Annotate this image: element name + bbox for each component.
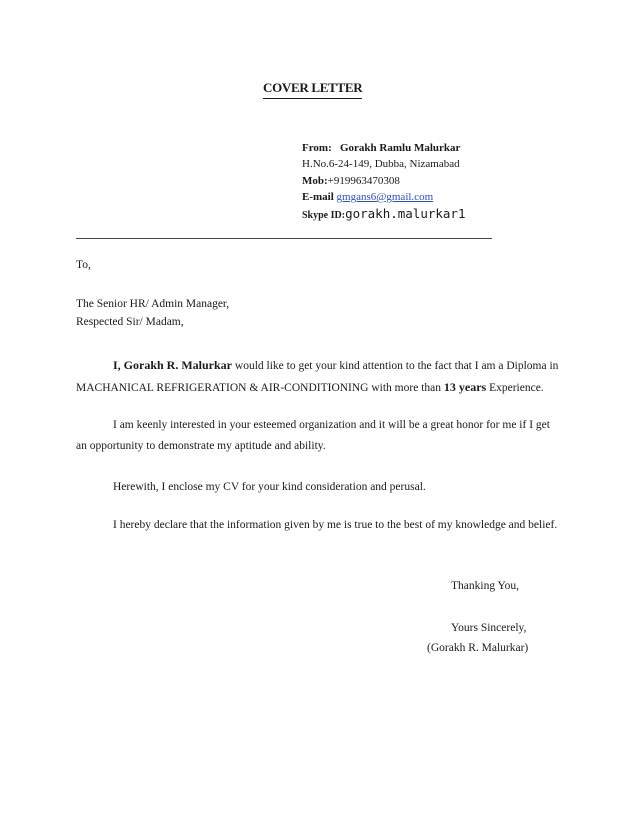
applicant-name: I, Gorakh R. Malurkar — [113, 358, 233, 372]
mobile-value: +919963470308 — [327, 175, 400, 187]
paragraph-1-text: would like to get your kind attention to the fact that I am a Diploma in — [232, 360, 559, 372]
closing-yours: Yours Sincerely, — [451, 622, 527, 634]
from-label: From: — [302, 142, 332, 154]
sender-name-line — [302, 142, 460, 154]
sender-mobile-line — [302, 175, 400, 187]
mobile-label: Mob: — [302, 175, 328, 187]
to-line: To, — [76, 259, 91, 271]
greeting-line: Respected Sir/ Madam, — [76, 316, 184, 328]
experience-text: Experience. — [486, 382, 544, 394]
qualification-text: MACHANICAL REFRIGERATION & AIR-CONDITIONING with more than — [76, 382, 444, 394]
paragraph-4: I hereby declare that the information given by me is true to the best of my knowledge and belief. — [113, 519, 558, 531]
skype-value: gorakh.malurkar1 — [345, 206, 466, 221]
paragraph-1-line-1 — [113, 358, 558, 373]
separator-line — [76, 238, 492, 239]
sender-address: H.No.6-24-149, Dubba, Nizamabad — [302, 158, 460, 170]
email-link[interactable]: gmgans6@gmail.com — [336, 191, 434, 203]
email-label: E-mail — [302, 191, 334, 203]
recipient-line: The Senior HR/ Admin Manager, — [76, 298, 230, 310]
experience-years: 13 years — [443, 380, 487, 394]
paragraph-2-line-1: I am keenly interested in your esteemed organization and it will be a great honor for me if I get — [113, 419, 550, 431]
sender-skype-line — [302, 206, 466, 221]
signature-name: (Gorakh R. Malurkar) — [427, 642, 529, 654]
sender-email-line — [302, 191, 433, 203]
skype-label: Skype ID: — [302, 210, 346, 221]
page-title: COVER LETTER — [263, 80, 362, 99]
sender-name: Gorakh Ramlu Malurkar — [339, 142, 461, 154]
paragraph-2-line-2: an opportunity to demonstrate my aptitude and ability. — [76, 440, 326, 452]
paragraph-3: Herewith, I enclose my CV for your kind consideration and perusal. — [113, 481, 426, 493]
closing-thanks: Thanking You, — [451, 580, 520, 592]
paragraph-1-line-2 — [76, 380, 544, 395]
